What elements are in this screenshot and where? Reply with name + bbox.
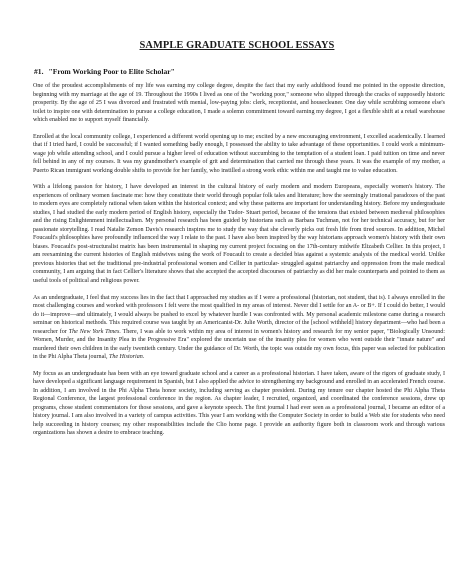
paragraph-4 bbox=[33, 294, 445, 362]
paragraph-4-end: . bbox=[142, 354, 145, 361]
paragraph-1: One of the proudest accomplishments of my life was earning my college degree, despite the fact that my early adulthood found me pointed in the opposite direction, beginning with my marriage at the age of 19. Throughout the 1990s I lived as one of the "working poor," someone who slipped through the cracks of supposedly historic prosperity. By the age of 25 I was divorced and frustrated with menial, low-paying jobs: clerk, receptionist, and housecleaner. One day while scrubbing someone else's toilet to inspire one with determination to pursue a college education, I made a solemn commitment toward earning my degree, I got a flexible shift at a retail warehouse which enabled me to support myself financially. bbox=[33, 83, 445, 123]
paragraph-4-part-2: . There, I was able to work within my area of interest in women's history and research for my senior paper, "Biologically Unsound: Women, Murder, and the Insanity Plea in the Progressive Era" explored the uncertain use of the insanity plea for women who went outside their "innate nature" and murdered their own children in the early twentieth century. Under the guidance of Dr. Worth, the topic was outside my own focus, this paper was selected for publication in the Phi Alpha Theta journal, bbox=[33, 328, 445, 361]
essay-title: "From Working Poor to Elite Scholar" bbox=[48, 67, 175, 76]
document-title bbox=[0, 40, 474, 51]
paragraph-4-source: The New York Times bbox=[68, 328, 120, 335]
essay-number: #1. bbox=[34, 67, 44, 76]
paragraph-4-journal: The Historian bbox=[108, 354, 143, 361]
paragraph-4-part-1: As an undergraduate, I feel that my success lies in the fact that I approached my studies as if I were a professional (historian, not student, that is). I always enrolled in the most challenging courses and worked with professors I felt were the most qualified in my areas of interest. Never did I settle for an A- or B+. If I could do better, I would do it—improve—and ultimately, I would always be pushed to excel by whatever hurdle I was confronted with. My personal academic milestone came during a research seminar on historical methods. This required course was taught by an Americanist-Dr. Julie Worth, director of the [school withheld] history department—who had been a researcher for bbox=[33, 294, 445, 335]
essay-body bbox=[33, 82, 445, 438]
paragraph-3: With a lifelong passion for history, I have developed an interest in the cultural history of early modern and modern Europeans, especially women's history. The experiences of ordinary women fascinate me: how they constitute their world through popular folk tales and literature; how the seemingly irrational paradoxes of the past to modern eyes are completely rational when taken within the historical context; and why these patterns are important for understanding history. Before my undergraduate studies, I had studied the early modern period of English history, especially the Tudor- Stuart period, because of the tensions that existed between medieval philosophies and the rising Enlightenment intellectualism. My personal research has been guided by historians such as Barbara Tuchman, not for her technical accuracy, but for her passionate storytelling. I read Natalie Zemon Davis's research inspires me to study the way that she cleverly picks out fresh life from tired sources. In addition, Michel Foucault's philosophies have profoundly influenced the way I relate to the past. I have also been inspired by the way historians approach women's history with their own biases. Foucault's post-structuralist matrix has been instrumental in shaping my current project focusing on the 17th-century midwife Elizabeth Cellier. In this project, I am reexamining the current histories of English midwives using the work of Foucault to create a decided bias against a systemic analysis of the medical world. Unlike previous histories that set the traditional pre-industrial professional women and Cellier in particular- struggled against patriarchy and oppression from the male medical community, I am arguing that in fact Cellier's literature shows that she accepted the accepted discourses of patriarchy as did her male counterparts and pointed to them as useful tools of political and religious power. bbox=[33, 184, 445, 284]
document-title-text: SAMPLE GRADUATE SCHOOL ESSAYS bbox=[139, 40, 335, 51]
paragraph-2: Enrolled at the local community college, I experienced a different world opening up to me; excited by a new encouraging environment, I excelled academically. I learned that if I tried hard, I could be successful; if I wanted something badly enough, I possessed the ability to take advantage of these opportunities. I could work a minimum-wage job while attending school, and I could pursue a higher level of education without succumbing to the temptation of a student loan. I paid tuition on time and never fell behind in any of my courses. It was my grandmother's example of grit and determination that carried me through these years. It was the example of my mother, a Puerto Rican immigrant working double shifts to provide for her family, who instilled a strong work ethic within me and taught me to value education. bbox=[33, 133, 445, 174]
paragraph-5: My focus as an undergraduate has been with an eye toward graduate school and a career as a professional historian. I have taken, aware of the rigors of graduate study, I have developed a significant language requirement in Spanish, but I also applied the advice to strengthening my background and enrolled in an accelerated French course. In addition, I am involved in the Phi Alpha Theta honor society, including serving as chapter president. During my tenure our chapter hosted the Phi Alpha Theta Regional Conference, the largest professional conference in the region. As chapter leader, I recruited, organized, and coordinated the conference sessions, drew up programs, chose student commentators for those sessions, and gave a keynote speech. The first journal I had ever seen as a professional journal, I became an editor of a history journal. I am also involved in a variety of campus activities. This year I am working with the Computer Society in order to build a Web site for students who need help succeeding in history courses; my other responsibilities include the Clio home page. I provide an authority figure both in classroom work and through various organizations has shown a desire to embrace teaching. bbox=[33, 370, 445, 437]
essay-heading bbox=[34, 67, 175, 76]
